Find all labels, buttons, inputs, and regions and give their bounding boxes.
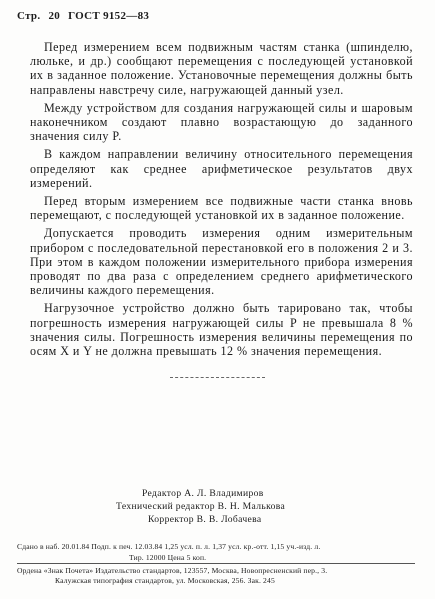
page-header: [17, 10, 154, 22]
footer-rule: [17, 563, 415, 564]
section-separator: [170, 377, 265, 380]
body-text: [30, 40, 413, 362]
imprint-line-1: Сдано в наб. 20.01.84 Подп. к печ. 12.03.84 1,25 усл. п. л. 1,37 усл. кр.-отт. 1,15 уч.-изд. л.: [17, 542, 321, 551]
tech-editor-line: Технический редактор В. Н. Малькова: [116, 501, 286, 512]
publisher-line: Ордена «Знак Почета» Издательство стандартов, 123557, Москва, Новопресненский пер., 3.: [17, 566, 328, 575]
standard-code: ГОСТ 9152—83: [68, 10, 150, 22]
paragraph-1: Перед измерением всем подвижным частям станка (шпинделю, люльке, и др.) сообщают перемещения с последующей установкой их в заданное положение. Установочные перемещения должны быть направлены навстречу силе, нагружающей данный узел.: [30, 40, 413, 97]
credits-block: [116, 487, 285, 526]
paragraph-2: Между устройством для создания нагружающей силы и шаровым наконечником создают плавно возрастающую до заданного значения силу P.: [30, 100, 413, 144]
paragraph-6: Нагрузочное устройство должно быть тарировано так, чтобы погрешность измерения нагружающей силы P не превышала 8 % значения силы. Погрешность измерения величины перемещения по осям X и Y не должна превышать 12 % значения перемещения.: [30, 301, 413, 359]
imprint-block: [17, 542, 419, 563]
printer-line: Калужская типография стандартов, ул. Московская, 256. Зак. 245: [55, 576, 275, 585]
paragraph-3: В каждом направлении величину относительного перемещения определяют как среднее арифметическое результатов двух измерений.: [30, 147, 413, 190]
publisher-footer: [17, 566, 419, 586]
page-number: 20: [48, 10, 61, 22]
corrector-line: Корректор В. В. Лобачева: [148, 514, 262, 525]
paragraph-5: Допускается проводить измерения одним измерительным прибором с последовательной перестановкой его в положения 2 и 3. При этом в каждом положении измерительного прибора измерения проводят по два раза с определением среднего арифметического величины каждого перемещения.: [30, 226, 413, 298]
imprint-line-2: Тир. 12000 Цена 5 коп.: [129, 552, 207, 562]
page-label: Стр.: [17, 10, 41, 22]
paragraph-4: Перед вторым измерением все подвижные части станка вновь перемещают, с последующей установкой их в заданное положение.: [30, 194, 413, 223]
editor-line: Редактор А. Л. Владимиров: [142, 488, 264, 499]
